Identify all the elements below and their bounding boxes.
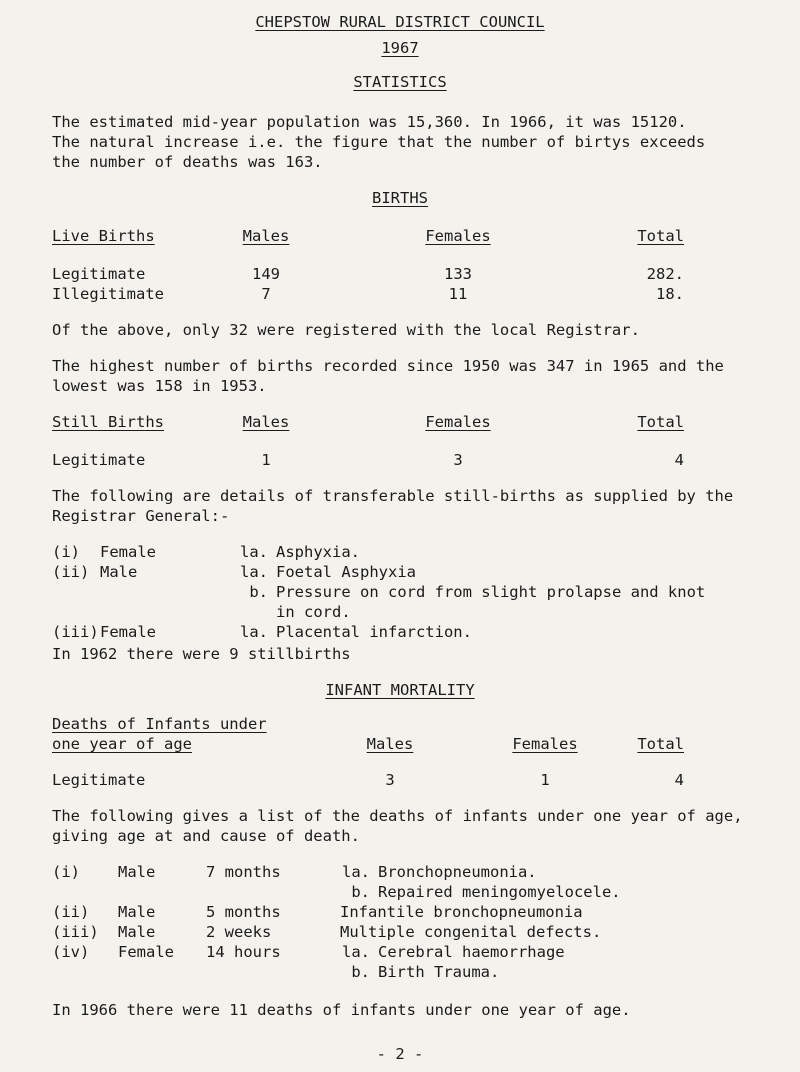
births-row-total: 282. [646,265,684,283]
infant-deaths-1966-note: In 1966 there were 11 deaths of infants under one year of age. [52,1001,631,1019]
intro-line-2: The natural increase i.e. the figure that the number of birtys exceeds [52,133,706,151]
births-row-total: 18. [656,285,684,303]
still-birth-cause-code: la. [240,543,268,561]
still-birth-cause-code: la. [240,563,268,581]
still-birth-cause-text: Foetal Asphyxia [276,563,416,581]
intro-line-1: The estimated mid-year population was 15,360. In 1966, it was 15120. [52,113,687,131]
infant-intro-line-1: The following gives a list of the deaths of infants under one year of age, [52,807,743,825]
still-births-row-total: 4 [674,451,684,469]
registrar-note: Of the above, only 32 were registered with the local Registrar. [52,321,640,339]
still-birth-cause-code: la. [240,623,268,641]
births-row-label: Legitimate [52,265,146,283]
infant-case-age: 7 months [206,863,281,881]
still-birth-sex: Male [100,563,138,581]
infant-intro-line-2: giving age at and cause of death. [52,827,360,845]
highest-births-line-1: The highest number of births recorded since 1950 was 347 in 1965 and the [52,357,724,375]
infant-header-females: Females [512,735,578,753]
infant-case-sex: Male [118,903,156,921]
still-births-row-males: 1 [261,451,271,469]
infant-row-total: 4 [674,771,684,789]
infant-case-cause-code: b. [351,883,370,901]
births-row-label: Illegitimate [52,285,164,303]
still-births-row-females: 3 [453,451,463,469]
still-birth-sex: Female [100,623,156,641]
still-birth-cause-code: b. [249,583,268,601]
still-birth-number: (iii) [52,623,99,641]
births-header-label: Live Births [52,227,155,245]
births-title: BIRTHS [372,189,428,207]
still-birth-cause-text: in cord. [276,603,351,621]
infant-case-sex: Female [118,943,174,961]
still-birth-cause-text: Asphyxia. [276,543,360,561]
infant-row-label: Legitimate [52,771,146,789]
still-births-row-label: Legitimate [52,451,146,469]
births-row-males: 7 [261,285,271,303]
infant-case-number: (ii) [52,903,90,921]
infant-case-cause-code: b. [351,963,370,981]
still-birth-cause-text: Placental infarction. [276,623,472,641]
highest-births-line-2: lowest was 158 in 1953. [52,377,267,395]
still-birth-sex: Female [100,543,156,561]
infant-case-age: 14 hours [206,943,281,961]
still-births-header-total: Total [637,413,684,431]
stillbirths-1962-note: In 1962 there were 9 stillbirths [52,645,351,663]
still-births-intro-line-1: The following are details of transferable still-births as supplied by the [52,487,734,505]
infant-case-cause-text: Repaired meningomyelocele. [378,883,621,901]
still-births-header-label: Still Births [52,413,164,431]
report-year: 1967 [381,39,419,57]
still-birth-number: (ii) [52,563,90,581]
still-births-header-females: Females [425,413,491,431]
infant-header-total: Total [637,735,684,753]
infant-mortality-title: INFANT MORTALITY [325,681,475,699]
infant-case-sex: Male [118,863,156,881]
infant-case-number: (i) [52,863,80,881]
infant-row-females: 1 [540,771,550,789]
births-header-males: Males [242,227,290,245]
infant-case-age: 2 weeks [206,923,272,941]
infant-header-males: Males [366,735,414,753]
births-row-males: 149 [252,265,280,283]
page-number: - 2 - [376,1045,424,1063]
births-row-females: 11 [448,285,468,303]
infant-case-sex: Male [118,923,156,941]
council-title: CHEPSTOW RURAL DISTRICT COUNCIL [255,13,545,31]
infant-case-cause-text: Bronchopneumonia. [378,863,537,881]
infant-deaths-header-line-1: Deaths of Infants under [52,715,267,733]
still-births-header-males: Males [242,413,290,431]
infant-case-cause-text: Cerebral haemorrhage [378,943,565,961]
intro-line-3: the number of deaths was 163. [52,153,323,171]
infant-case-cause-code: la. [342,943,370,961]
births-header-total: Total [637,227,684,245]
births-row-females: 133 [444,265,472,283]
infant-deaths-header-line-2: one year of age [52,735,192,753]
still-birth-number: (i) [52,543,80,561]
births-header-females: Females [425,227,491,245]
infant-case-cause-code: la. [342,863,370,881]
still-birth-cause-text: Pressure on cord from slight prolapse and knot [276,583,706,601]
section-title: STATISTICS [353,73,447,91]
infant-row-males: 3 [385,771,395,789]
infant-case-number: (iii) [52,923,99,941]
infant-case-age: 5 months [206,903,281,921]
still-births-intro-line-2: Registrar General:- [52,507,230,525]
infant-case-cause-text: Multiple congenital defects. [340,923,602,941]
infant-case-cause-text: Birth Trauma. [378,963,500,981]
infant-case-number: (iv) [52,943,90,961]
infant-case-cause-text: Infantile bronchopneumonia [340,903,583,921]
